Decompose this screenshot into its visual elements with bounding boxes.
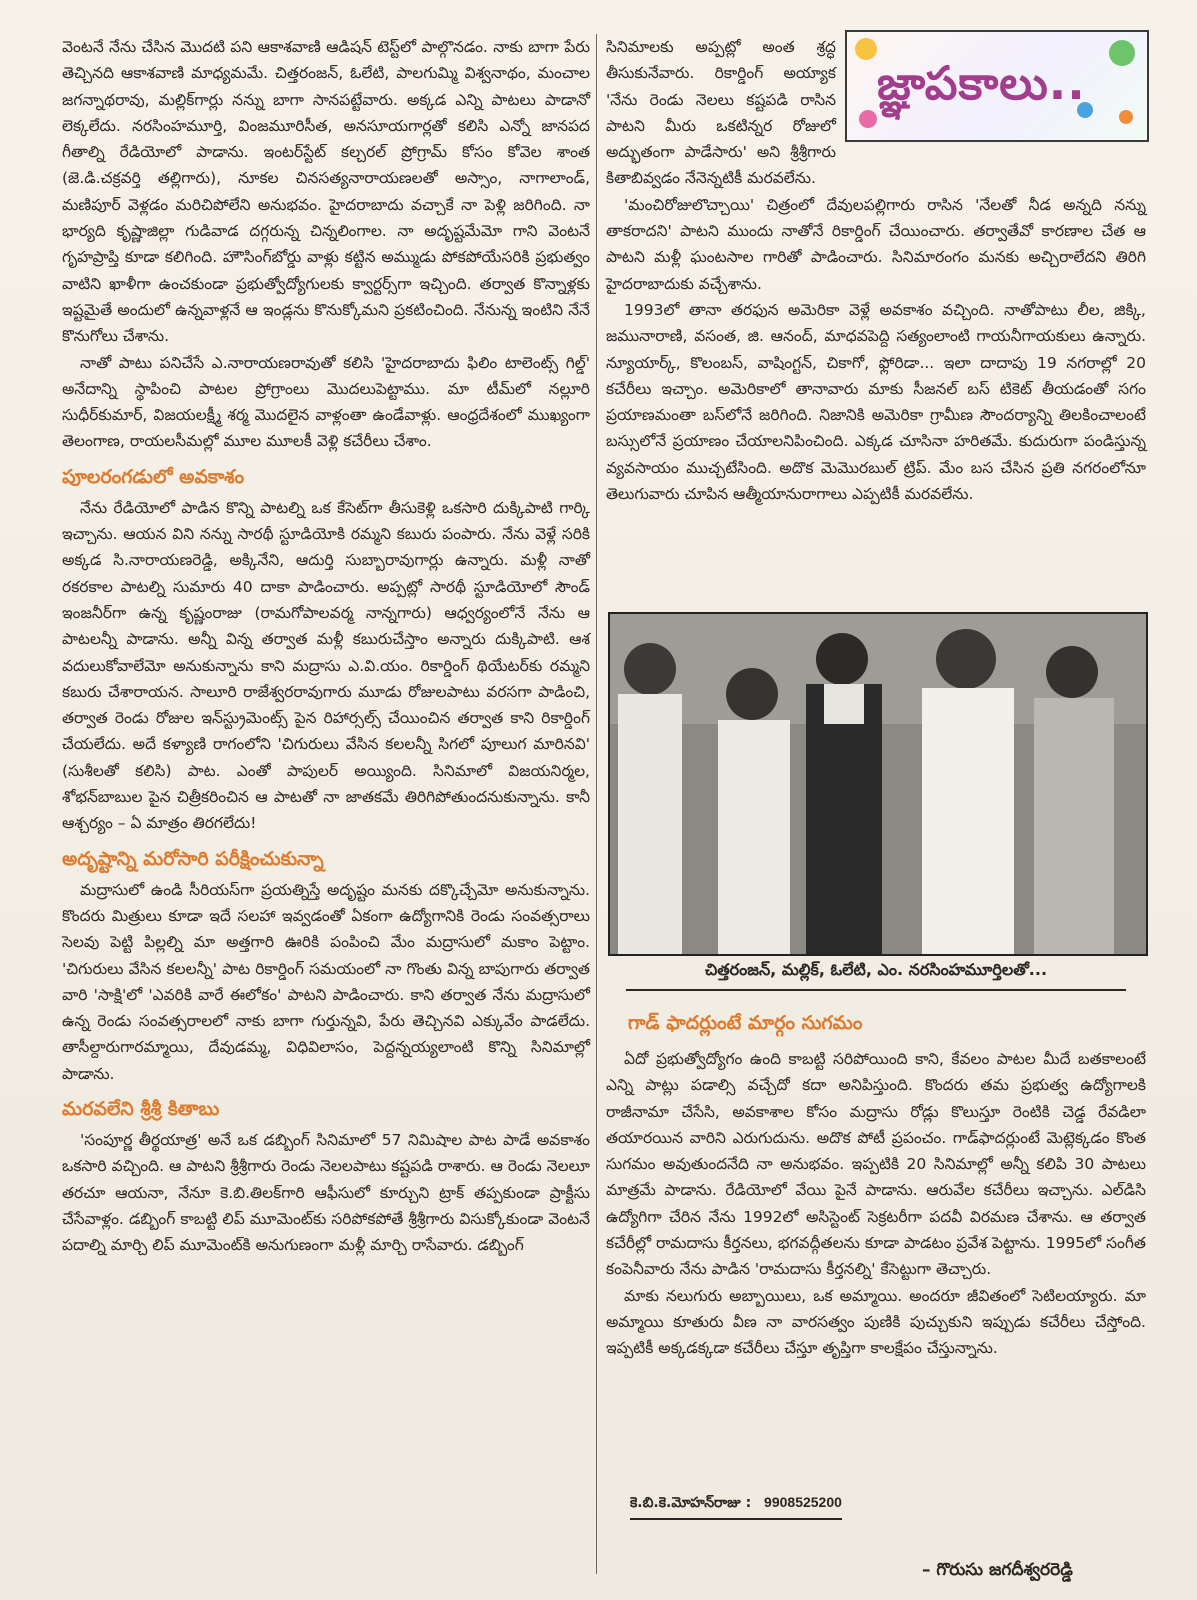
subheading: గాడ్ ఫాదర్లుంటే మార్గం సుగమం [628,1012,863,1034]
paragraph: 'సంపూర్ణ తీర్థయాత్ర' అనే ఒక డబ్బింగ్ సినిమాలో 57 నిమిషాల పాట పాడే అవకాశం ఒకసారి వచ్చింది. ఆ పాటని శ్రీశ్రీగారు రెండు నెలలపాటు కష్టపడి రాశారు. ఆ రెండు నెలలూ తరచూ ఆయనా, నేనూ కె.బి.తిలక్‌గారి ఆఫీసులో కూర్చుని ట్రాక్ తప్పకుండా ప్రాక్టీసు చేసేవాళ్లం. డబ్బింగ్ కాబట్టి లిప్ మూమెంట్‌కు సరిపోకపోతే శ్రీశ్రీగారు విసుక్కోకుండా వెంటనే పదాల్ని మార్చి లిప్ మూమెంట్‌కి అనుగుణంగా మళ్లీ మార్చి రాసేవారు. డబ్బింగ్ [62,1130,590,1255]
group-photo [608,612,1148,956]
banner-title: జ్ఞాపకాలు.. [877,56,1086,110]
subheading: మరవలేని శ్రీశ్రీ కితాబు [62,1097,220,1120]
reporter-credit [630,1494,842,1520]
paragraph: మద్రాసులో ఉండి సీరియస్‌గా ప్రయత్నిస్తే అదృష్టం మనకు దక్కొచ్చేమో అనుకున్నాను. కొందరు మిత్రులు కూడా ఇదే సలహా ఇవ్వడంతో ఏకంగా ఉద్యోగానికి రెండు సంవత్సరాలు సెలవు పెట్టి పిల్లల్ని మా అత్తగారి ఊరికి పంపించి మేం మద్రాసులో మకాం పెట్టాం. 'చిగురులు వేసిన కలలన్నీ' పాట రికార్డింగ్ సమయంలో నా గొంతు విన్న బాపుగారు తర్వాత వారి 'సాక్షి'లో 'ఎవరికి వారే ఈలోకం' పాటని పాడించారు. కాని తర్వాత నేను మద్రాసులో ఉన్న రెండు సంవత్సరాలలో నాకు బాగా గుర్తున్నవి, పేరు తెచ్చినవి ఎక్కువేం పాడలేదు. తాసీల్దారుగారమ్మాయి, దేవుడమ్మ, విధివిలాసం, పెద్దన్నయ్యలాంటి కొన్ని సినిమాల్లో పాడాను. [62,880,590,1083]
left-column [62,34,590,1258]
paragraph: వెంటనే నేను చేసిన మొదటి పని ఆకాశవాణి ఆడిషన్ టెస్ట్‌లో పాల్గొనడం. నాకు బాగా పేరు తెచ్చినది ఆకాశవాణి మాధ్యమమే. చిత్తరంజన్, ఓలేటి, పాలగుమ్మి విశ్వనాథం, మంచాల జగన్నాథరావు, మల్లిక్‌గార్లు నన్ను బాగా సానపట్టేవారు. అక్కడ ఎన్ని పాటలు పాడానో లెక్కలేదు. నరసింహమూర్తి, వింజమూరిసీత, అనసూయగార్లతో కలిసి ఎన్నో జానపద గీతాల్ని రేడియోలో పాడాను. ఇంటర్‌స్టేట్ కల్చరల్ ప్రోగ్రామ్ కోసం కోవెల శాంత (జె.డి.చక్రవర్తి తల్లిగారు), నూకల చినసత్యనారాయణలతో అస్సాం, నాగాలాండ్, మణిపూర్ వెళ్లడం మరిచిపోలేని అనుభవం. హైదరాబాదు వచ్చాకే నా పెళ్లి జరిగింది. నా భార్యది కృష్ణాజిల్లా గుడివాడ దగ్గరున్న చిన్నలింగాల. నా అదృష్టమేమో గాని వెంటనే గృహప్రాప్తి కూడా కలిగింది. హౌసింగ్‌బోర్డు వాళ్లు కట్టిన అమ్ముడు పోకపోయేసరికి ప్రభుత్వం వాటిని ఖాళీగా ఉంచకుండా ప్రభుత్వోద్యోగులకు క్వార్టర్స్‌గా ఇచ్చింది. తర్వాత కొన్నాళ్లకు ఇష్టమైతే అందులో ఉన్నవాళ్లనే ఆ ఇండ్లను కొనుక్కోమని ప్రకటించింది. నేనున్న ఇంటిని నేనే కొనుగోలు చేశాను. [62,38,590,346]
right-column-bottom [606,1046,1146,1362]
author-byline: – గొరుసు జగదీశ్వరరెడ్డి [922,1560,1073,1580]
photo-caption: చిత్తరంజన్, మల్లిక్, ఓలేటి, ఎం. నరసింహమూర్తిలతో... [626,960,1126,991]
column-divider [596,34,597,1574]
right-column-top [606,34,1146,507]
paragraph: నేను రేడియోలో పాడిన కొన్ని పాటల్ని ఒక కేసెట్‌గా తీసుకెళ్లి ఒకసారి దుక్కిపాటి గార్కి ఇచ్చాను. ఆయన విని నన్ను సారథీ స్టూడియోకి రమ్మని కబురు పంపారు. నేను వెళ్లే సరికి అక్కడ సి.నారాయణరెడ్డి, అక్కినేని, ఆదుర్తి సుబ్బారావుగార్లు ఉన్నారు. మళ్లీ నాతో రకరకాల పాటల్ని సుమారు 40 దాకా పాడించారు. అప్పట్లో సారథీ స్టూడియోలో సౌండ్ ఇంజనీర్‌గా ఉన్న కృష్ణంరాజు (రామగోపాలవర్మ నాన్నగారు) ఆధ్వర్యంలోనే నేను ఆ పాటలన్నీ పాడాను. అన్నీ విన్న తర్వాత మళ్లీ కబురుచేస్తాం అన్నారు దుక్కిపాటి. ఆశ వదులుకోవాలేమో అనుకున్నాను కాని మద్రాసు ఎ.వి.యం. రికార్డింగ్ థియేటర్‌కు రమ్మని కబురు చేశారాయన. సాలూరి రాజేశ్వరరావుగారు మూడు రోజులపాటు వరసగా పాడించి, తర్వాత రెండు రోజుల ఇన్‌స్ట్రుమెంట్స్ పైన రిహార్సల్స్ చేయించిన తర్వాత కాని రికార్డింగ్ చేయలేదు. అదే కళ్యాణి రాగంలోని 'చిగురులు వేసిన కలలన్నీ సిగలో పూలుగ మారినవి' (సుశీలతో కలిసి) పాట. ఎంతో పాపులర్ అయ్యింది. సినిమాలో విజయనిర్మల, శోభన్‌బాబుల పైన చిత్రీకరించిన ఆ పాటతో నా జాతకమే తిరిగిపోతుందనుకున్నాను. కానీ ఆశ్చర్యం – ఏ మాత్రం తిరగలేదు! [62,498,590,833]
paragraph: 1993లో తానా తరఫున అమెరికా వెళ్లే అవకాశం వచ్చింది. నాతోపాటు లీల, జిక్కి, జమునారాణి, వసంత, జి. ఆనంద్, మాధవపెద్ది సత్యంలాంటి గాయనీగాయకులు ఉన్నారు. న్యూయార్క్, కొలంబస్, వాషింగ్టన్, చికాగో, ఫ్లోరిడా... ఇలా దాదాపు 19 నగరాల్లో 20 కచేరీలు ఇచ్చాం. అమెరికాలో తానావారు మాకు సీజనల్ బస్ టికెట్ తీయడంతో సగం ప్రయాణమంతా బస్‌లోనే జరిగింది. నిజానికి అమెరికా గ్రామీణ సౌందర్యాన్ని తిలకించాలంటే బస్సులోనే ప్రయాణం చేయాలనిపించింది. ఎక్కడ చూసినా హరితమే. కుదురుగా పండిస్తున్న వ్యవసాయం ముచ్చటేసింది. అదొక మెమొరబుల్ ట్రిప్. మేం బస చేసిన ప్రతి నగరంలోనూ తెలుగువారు చూపిన ఆత్మీయానురాగాలు ఎప్పటికీ మరవలేను. [606,300,1146,504]
photo-illustration [610,614,1146,954]
reporter-phone: 9908525200 [764,1494,842,1510]
paragraph: సినిమాలకు అప్పట్లో అంత శ్రద్ధ తీసుకునేవారు. రికార్డింగ్ అయ్యాక 'నేను రెండు నెలలు కష్టపడి రాసిన పాటని మీరు ఒకటిన్నర రోజులో అద్భుతంగా పాడేసారు' అని శ్రీశ్రీగారు కితాబివ్వడం నేనెన్నటికీ మరవలేను. [606,38,836,188]
paragraph: మాకు నలుగురు అబ్బాయిలు, ఒక అమ్మాయి. అందరూ జీవితంలో సెటిలయ్యారు. మా అమ్మాయి కూతురు వీణ నా వారసత్వం పుణికి పుచ్చుకుని ఇప్పుడు కచేరీలు చేస్తోంది. ఇప్పటికీ అక్కడక్కడా కచేరీలు చేస్తూ తృప్తిగా కాలక్షేపం చేస్తున్నాను. [606,1286,1146,1358]
paragraph: ఏదో ప్రభుత్వోద్యోగం ఉంది కాబట్టి సరిపోయింది కాని, కేవలం పాటల మీదే బతకాలంటే ఎన్ని పాట్లు పడాల్సి వచ్చేదో కదా అనిపిస్తుంది. కొందరు తమ ప్రభుత్వ ఉద్యోగాలకి రాజీనామా చేసేసి, అవకాశాల కోసం మద్రాసు రోడ్లు కొలుస్తూ రెంటికి చెడ్డ రేవడిలా తయారయిన వారిని ఎరుగుదును. అదొక పోటీ ప్రపంచం. గాడ్‌ఫాదర్లుంటే మెట్లెక్కడం కొంత సుగమం అవుతుందనేది నా అనుభవం. ఇప్పటికి 20 సినిమాల్లో అన్నీ కలిపి 30 పాటలు మాత్రమే పాడాను. రేడియోలో వేయి పైనే పాడాను. ఆరువేల కచేరీలు ఇచ్చాను. ఎల్‌డిసి ఉద్యోగిగా చేరిన నేను 1992లో అసిస్టెంట్ సెక్రటరీగా పదవీ విరమణ చేశాను. ఆ తర్వాత కచేరీల్లో రామదాసు కీర్తనలు, భగవద్గీతలను కూడా పాడటం ప్రవేశ పెట్టాను. 1995లో సంగీత కంపెనీవారు నేను పాడిన 'రామదాసు కీర్తనల్ని' కేసెట్టుగా తెచ్చారు. [606,1050,1146,1279]
subheading: పూలరంగడులో అవకాశం [62,465,245,488]
reporter-name: కె.బి.కె.మోహన్‌రాజు : [630,1495,752,1511]
subheading: అదృష్టాన్ని మరోసారి పరీక్షించుకున్నా [62,847,324,870]
paragraph: 'మంచిరోజులొచ్చాయి' చిత్రంలో దేవులపల్లిగారు రాసిన 'నేలతో నీడ అన్నది నన్ను తాకరాదని' పాటని ముందు నాతోనే రికార్డింగ్ చేయించారు. తర్వాతేవో కారణాల చేత ఆ పాటని మళ్లీ ఘంటసాల గారితో పాడించారు. సినిమారంగం మనకు అచ్చిరాలేదని తిరిగి హైదరాబాదుకు వచ్చేశాను. [606,195,1146,293]
paragraph: నాతో పాటు పనిచేసే ఎ.నారాయణరావుతో కలిసి 'హైదరాబాదు ఫిలిం టాలెంట్స్ గిల్డ్' అనేదాన్ని స్థాపించి పాటల ప్రోగ్రాంలు మొదలుపెట్టాము. మా టీమ్‌లో నల్లూరి సుధీర్‌కుమార్, విజయలక్ష్మీ శర్మ మొదలైన వాళ్లంతా ఉండేవాళ్లు. ఆంధ్రదేశంలో ముఖ్యంగా తెలంగాణ, రాయలసీమల్లో మూల మూలకీ వెళ్లి కచేరీలు చేశాం. [62,353,590,451]
